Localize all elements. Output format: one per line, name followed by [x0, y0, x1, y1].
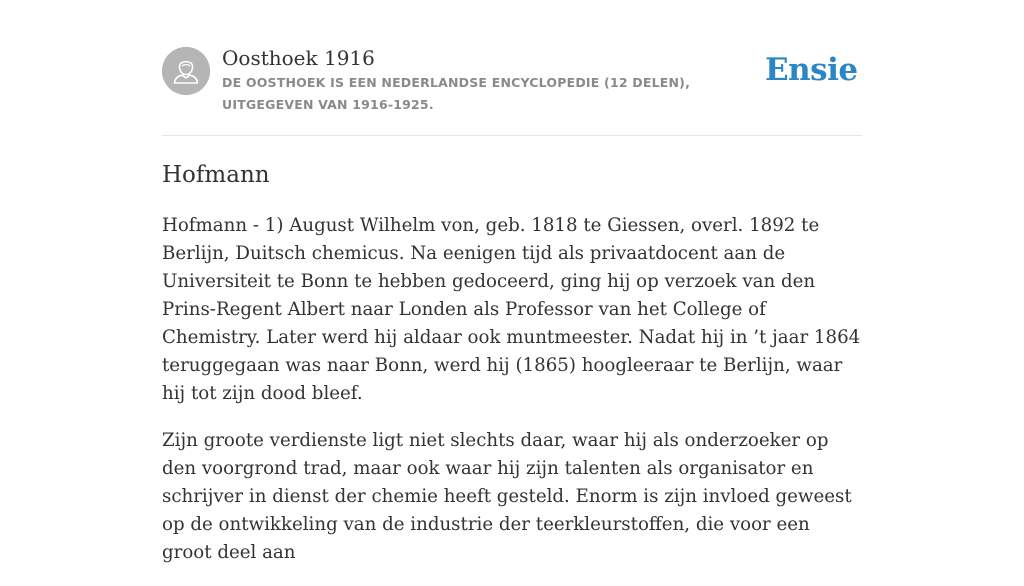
source-title[interactable]: Oosthoek 1916: [222, 46, 375, 70]
ensie-logo[interactable]: Ensie: [765, 52, 858, 88]
entry-paragraph: Zijn groote verdienste ligt niet slechts daar, waar hij als onderzoeker op den voorgrond trad, maar ook waar hij zijn talenten als organisator en schrijver in dienst der chemie heeft gesteld. Enorm is zijn invloed geweest op de ontwikkeling van de industrie der teerkleurstoffen, die voor een groot deel aan: [162, 430, 852, 563]
source-header: [162, 46, 862, 116]
entry-title: Hofmann: [162, 162, 270, 188]
source-description: DE OOSTHOEK IS EEN NEDERLANDSE ENCYCLOPEDIE (12 DELEN), UITGEGEVEN VAN 1916-1925.: [222, 75, 691, 112]
entry-body: [162, 212, 862, 586]
entry-paragraph: Hofmann - 1) August Wilhelm von, geb. 1818 te Giessen, overl. 1892 te Berlijn, Duitsch chemicus. Na eenigen tijd als privaatdocent aan de Universiteit te Bonn te hebben gedoceerd, ging hij op verzoek van den Prins-Regent Albert naar Londen als Professor van het College of Chemistry. Later werd hij aldaar ook muntmeester. Nadat hij in ’t jaar 1864 teruggegaan was naar Bonn, werd hij (1865) hoogleeraar te Berlijn, waar hij tot zijn dood bleef.: [162, 215, 861, 404]
header-divider: [162, 135, 862, 136]
user-avatar-icon[interactable]: [162, 47, 210, 95]
